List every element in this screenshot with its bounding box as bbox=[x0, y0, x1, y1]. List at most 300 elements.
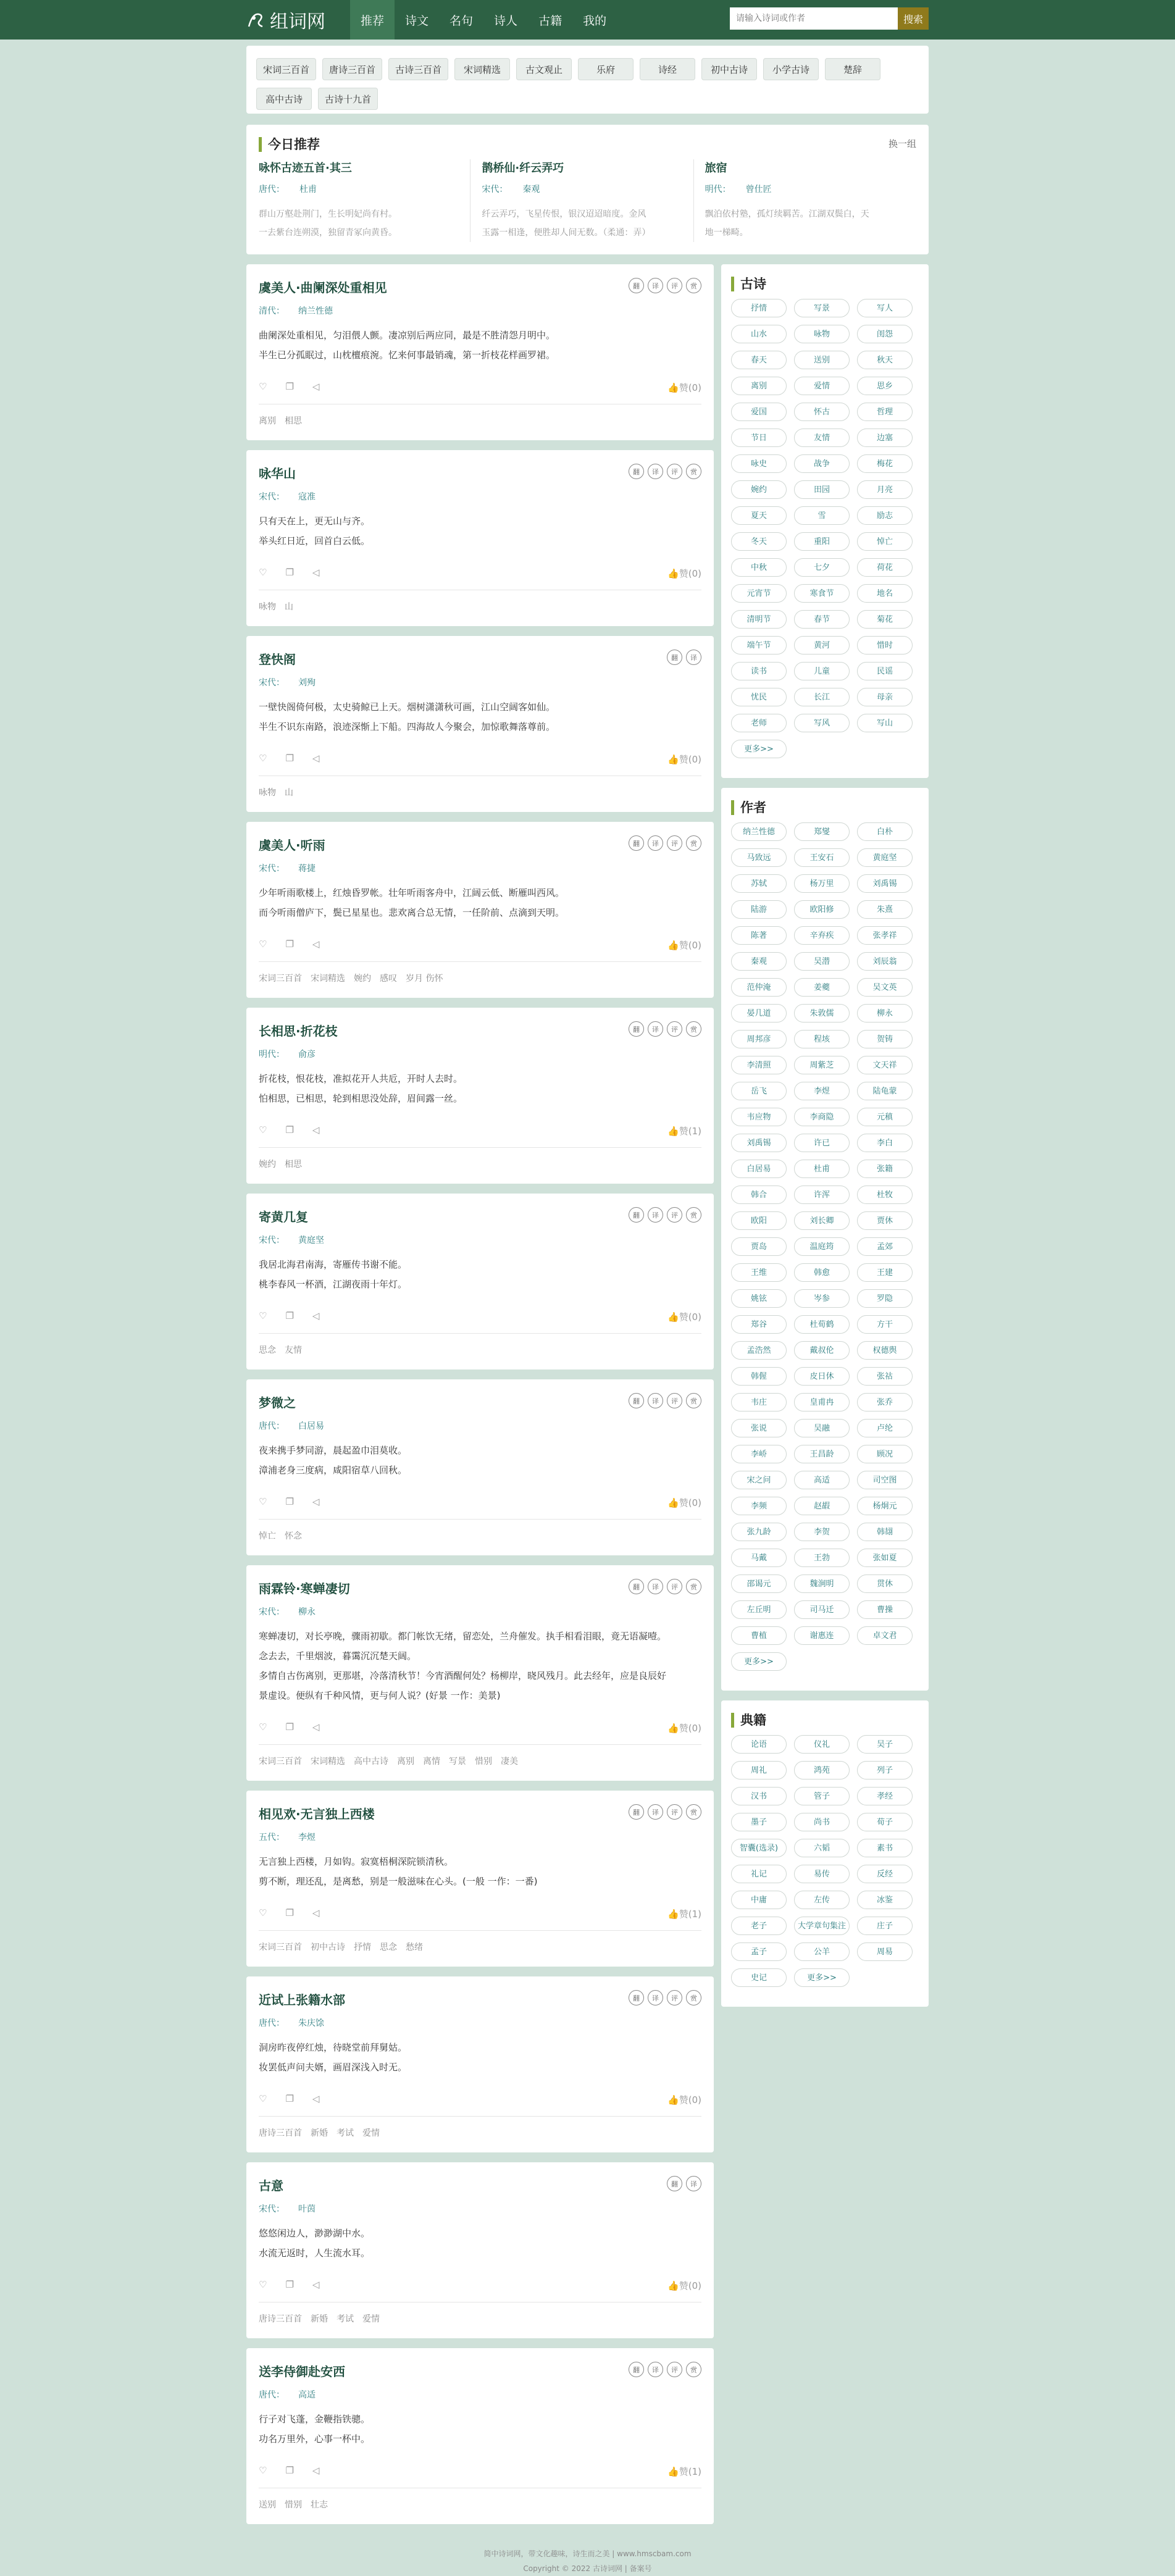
poem-tag[interactable]: 送别 bbox=[259, 2500, 276, 2510]
category-button[interactable]: 乐府 bbox=[578, 58, 633, 80]
poem-title[interactable]: 登快阁 bbox=[259, 652, 296, 667]
side-tag[interactable]: 曹操 bbox=[857, 1600, 913, 1619]
sound-icon[interactable]: ◁ bbox=[312, 753, 320, 764]
poem-author[interactable]: 李煜 bbox=[298, 1833, 316, 1842]
sound-icon[interactable]: ◁ bbox=[312, 2465, 320, 2476]
like-button[interactable] bbox=[667, 753, 701, 766]
translate-icon[interactable]: 翻 bbox=[629, 1990, 644, 2005]
side-tag[interactable]: 卢纶 bbox=[857, 1419, 913, 1437]
translate-icon[interactable]: 翻 bbox=[667, 650, 682, 665]
like-button[interactable] bbox=[667, 567, 701, 580]
category-button[interactable]: 古文观止 bbox=[516, 58, 572, 80]
poem-title[interactable]: 送李侍御赴安西 bbox=[259, 2364, 345, 2379]
like-button[interactable] bbox=[667, 1907, 701, 1920]
side-tag[interactable]: 大学章句集注 bbox=[794, 1917, 850, 1935]
category-button[interactable]: 古诗十九首 bbox=[318, 88, 378, 110]
translate-icon[interactable]: 翻 bbox=[629, 278, 644, 293]
side-tag[interactable]: 荀子 bbox=[857, 1813, 913, 1831]
side-tag[interactable]: 朱敦儒 bbox=[794, 1004, 850, 1022]
side-tag[interactable]: 周邦彦 bbox=[731, 1030, 787, 1048]
poem-author[interactable]: 纳兰性德 bbox=[298, 306, 333, 316]
nav-poets[interactable]: 诗人 bbox=[494, 14, 518, 28]
side-tag[interactable]: 张乔 bbox=[857, 1393, 913, 1411]
annotate-icon[interactable]: 译 bbox=[648, 1207, 663, 1223]
today-item-title[interactable]: 旅宿 bbox=[705, 162, 727, 175]
side-tag[interactable]: 杨万里 bbox=[794, 874, 850, 893]
side-tag[interactable]: 欧阳 bbox=[731, 1211, 787, 1230]
side-tag[interactable]: 贾休 bbox=[857, 1211, 913, 1230]
poem-title[interactable]: 咏华山 bbox=[259, 466, 296, 481]
poem-author[interactable]: 黄庭坚 bbox=[298, 1236, 324, 1245]
poem-author[interactable]: 俞彦 bbox=[298, 1050, 316, 1060]
side-tag[interactable]: 写山 bbox=[857, 714, 913, 732]
side-tag[interactable]: 更多>> bbox=[794, 1968, 850, 1987]
copy-icon[interactable]: ❐ bbox=[285, 939, 294, 950]
side-tag[interactable]: 中秋 bbox=[731, 558, 787, 577]
side-tag[interactable]: 重阳 bbox=[794, 532, 850, 551]
side-tag[interactable]: 中庸 bbox=[731, 1891, 787, 1909]
side-tag[interactable]: 戴叔伦 bbox=[794, 1341, 850, 1360]
side-tag[interactable]: 友情 bbox=[794, 429, 850, 447]
poem-tag[interactable]: 宋词三百首 bbox=[259, 1757, 302, 1767]
side-tag[interactable]: 咏史 bbox=[731, 454, 787, 473]
side-tag[interactable]: 李白 bbox=[857, 1134, 913, 1152]
annotate-icon[interactable]: 译 bbox=[648, 1579, 663, 1594]
side-tag[interactable]: 寒食节 bbox=[794, 584, 850, 603]
comment-icon[interactable]: 评 bbox=[667, 278, 682, 293]
copy-icon[interactable]: ❐ bbox=[285, 2465, 294, 2476]
poem-title[interactable]: 雨霖铃·寒蝉凄切 bbox=[259, 1581, 350, 1596]
side-tag[interactable]: 孝经 bbox=[857, 1787, 913, 1805]
search-button[interactable]: 搜索 bbox=[898, 7, 929, 30]
side-tag[interactable]: 杜荀鹤 bbox=[794, 1315, 850, 1334]
copy-icon[interactable]: ❐ bbox=[285, 1124, 294, 1135]
side-tag[interactable]: 春节 bbox=[794, 610, 850, 629]
poem-tag[interactable]: 考试 bbox=[337, 2128, 354, 2138]
comment-icon[interactable]: 评 bbox=[667, 1207, 682, 1223]
side-tag[interactable]: 冰鉴 bbox=[857, 1891, 913, 1909]
side-tag[interactable]: 黄河 bbox=[794, 636, 850, 654]
appreciate-icon[interactable]: 赏 bbox=[686, 1393, 701, 1408]
side-tag[interactable]: 朱熹 bbox=[857, 900, 913, 919]
poem-tag[interactable]: 宋词精选 bbox=[311, 1757, 345, 1767]
heart-icon[interactable]: ♡ bbox=[259, 2093, 267, 2104]
category-button[interactable]: 高中古诗 bbox=[256, 88, 312, 110]
poem-tag[interactable]: 友情 bbox=[285, 1345, 302, 1355]
side-tag[interactable]: 秦观 bbox=[731, 952, 787, 971]
side-tag[interactable]: 谢惠连 bbox=[794, 1626, 850, 1645]
nav-quotes[interactable]: 名句 bbox=[450, 14, 474, 28]
translate-icon[interactable]: 翻 bbox=[629, 1579, 644, 1594]
annotate-icon[interactable]: 译 bbox=[648, 835, 663, 851]
side-tag[interactable]: 李频 bbox=[731, 1497, 787, 1515]
heart-icon[interactable]: ♡ bbox=[259, 1907, 267, 1918]
sound-icon[interactable]: ◁ bbox=[312, 381, 320, 392]
side-tag[interactable]: 辛弃疾 bbox=[794, 926, 850, 945]
side-tag[interactable]: 许浑 bbox=[794, 1186, 850, 1204]
side-tag[interactable]: 韩愈 bbox=[794, 1263, 850, 1282]
poem-tag[interactable]: 考试 bbox=[337, 2314, 354, 2324]
side-tag[interactable]: 姚铉 bbox=[731, 1289, 787, 1308]
side-tag[interactable]: 李峤 bbox=[731, 1445, 787, 1463]
comment-icon[interactable]: 评 bbox=[667, 1579, 682, 1594]
poem-author[interactable]: 刘殉 bbox=[298, 678, 316, 688]
poem-tag[interactable]: 唐诗三百首 bbox=[259, 2128, 302, 2138]
side-tag[interactable]: 王安石 bbox=[794, 848, 850, 867]
poem-tag[interactable]: 思念 bbox=[380, 1942, 397, 1952]
poem-author[interactable]: 蒋捷 bbox=[298, 864, 316, 874]
side-tag[interactable]: 山水 bbox=[731, 325, 787, 343]
side-tag[interactable]: 吴融 bbox=[794, 1419, 850, 1437]
side-tag[interactable]: 赵嘏 bbox=[794, 1497, 850, 1515]
side-tag[interactable]: 李贺 bbox=[794, 1523, 850, 1541]
poem-tag[interactable]: 相思 bbox=[285, 1160, 302, 1169]
poem-tag[interactable]: 怀念 bbox=[285, 1531, 302, 1541]
side-tag[interactable]: 梅花 bbox=[857, 454, 913, 473]
side-tag[interactable]: 雪 bbox=[794, 506, 850, 525]
poem-tag[interactable]: 思念 bbox=[259, 1345, 276, 1355]
side-tag[interactable]: 韩翃 bbox=[857, 1523, 913, 1541]
side-tag[interactable]: 母亲 bbox=[857, 688, 913, 706]
side-tag[interactable]: 智囊(选录) bbox=[731, 1839, 787, 1857]
translate-icon[interactable]: 翻 bbox=[629, 464, 644, 479]
side-tag[interactable]: 张如夏 bbox=[857, 1549, 913, 1567]
poem-tag[interactable]: 惜别 bbox=[475, 1757, 492, 1767]
side-tag[interactable]: 史记 bbox=[731, 1968, 787, 1987]
side-tag[interactable]: 夏天 bbox=[731, 506, 787, 525]
poem-title[interactable]: 近试上张籍水部 bbox=[259, 1993, 345, 2007]
side-tag[interactable]: 孟浩然 bbox=[731, 1341, 787, 1360]
poem-tag[interactable]: 离别 bbox=[397, 1757, 414, 1767]
side-tag[interactable]: 张祜 bbox=[857, 1367, 913, 1386]
side-tag[interactable]: 李商隐 bbox=[794, 1108, 850, 1126]
poem-title[interactable]: 相见欢·无言独上西楼 bbox=[259, 1807, 375, 1821]
like-button[interactable] bbox=[667, 1721, 701, 1734]
poem-author[interactable]: 柳永 bbox=[298, 1607, 316, 1617]
comment-icon[interactable]: 评 bbox=[667, 1021, 682, 1037]
appreciate-icon[interactable]: 赏 bbox=[686, 464, 701, 479]
poem-tag[interactable]: 山 bbox=[285, 602, 293, 612]
translate-icon[interactable]: 翻 bbox=[629, 1021, 644, 1037]
side-tag[interactable]: 老子 bbox=[731, 1917, 787, 1935]
side-tag[interactable]: 荷花 bbox=[857, 558, 913, 577]
heart-icon[interactable]: ♡ bbox=[259, 1124, 267, 1135]
side-tag[interactable]: 司空图 bbox=[857, 1471, 913, 1489]
heart-icon[interactable]: ♡ bbox=[259, 753, 267, 764]
search-input[interactable] bbox=[730, 7, 898, 30]
side-tag[interactable]: 元稹 bbox=[857, 1108, 913, 1126]
category-button[interactable]: 小学古诗 bbox=[763, 58, 819, 80]
side-tag[interactable]: 抒情 bbox=[731, 299, 787, 317]
side-tag[interactable]: 左传 bbox=[794, 1891, 850, 1909]
heart-icon[interactable]: ♡ bbox=[259, 1496, 267, 1507]
poem-title[interactable]: 虞美人·曲阑深处重相见 bbox=[259, 280, 387, 295]
side-tag[interactable]: 周紫芝 bbox=[794, 1056, 850, 1074]
side-tag[interactable]: 李清照 bbox=[731, 1056, 787, 1074]
side-tag[interactable]: 六韬 bbox=[794, 1839, 850, 1857]
poem-tag[interactable]: 婉约 bbox=[354, 974, 371, 984]
heart-icon[interactable]: ♡ bbox=[259, 1721, 267, 1733]
side-tag[interactable]: 韩偓 bbox=[731, 1367, 787, 1386]
today-item-author[interactable]: 曾仕匠 bbox=[745, 185, 772, 194]
side-tag[interactable]: 白朴 bbox=[857, 822, 913, 841]
side-tag[interactable]: 权德舆 bbox=[857, 1341, 913, 1360]
side-tag[interactable]: 忧民 bbox=[731, 688, 787, 706]
side-tag[interactable]: 庄子 bbox=[857, 1917, 913, 1935]
side-tag[interactable]: 宋之问 bbox=[731, 1471, 787, 1489]
side-tag[interactable]: 吴子 bbox=[857, 1735, 913, 1754]
side-tag[interactable]: 公羊 bbox=[794, 1942, 850, 1961]
side-tag[interactable]: 皇甫冉 bbox=[794, 1393, 850, 1411]
poem-tag[interactable]: 感叹 bbox=[380, 974, 397, 984]
sound-icon[interactable]: ◁ bbox=[312, 939, 320, 950]
side-tag[interactable]: 素书 bbox=[857, 1839, 913, 1857]
side-tag[interactable]: 许已 bbox=[794, 1134, 850, 1152]
poem-title[interactable]: 虞美人·听雨 bbox=[259, 838, 325, 853]
side-tag[interactable]: 纳兰性德 bbox=[731, 822, 787, 841]
side-tag[interactable]: 离别 bbox=[731, 377, 787, 395]
copy-icon[interactable]: ❐ bbox=[285, 1496, 294, 1507]
poem-tag[interactable]: 愁绪 bbox=[406, 1942, 423, 1952]
annotate-icon[interactable]: 译 bbox=[686, 650, 701, 665]
category-button[interactable]: 古诗三百首 bbox=[388, 58, 448, 80]
annotate-icon[interactable]: 译 bbox=[648, 1990, 663, 2005]
sound-icon[interactable]: ◁ bbox=[312, 2093, 320, 2104]
translate-icon[interactable]: 翻 bbox=[629, 835, 644, 851]
like-button[interactable] bbox=[667, 2093, 701, 2106]
poem-tag[interactable]: 爱情 bbox=[362, 2314, 380, 2324]
side-tag[interactable]: 清明节 bbox=[731, 610, 787, 629]
side-tag[interactable]: 曹植 bbox=[731, 1626, 787, 1645]
side-tag[interactable]: 刘禹锡 bbox=[731, 1134, 787, 1152]
side-tag[interactable]: 黄庭坚 bbox=[857, 848, 913, 867]
side-tag[interactable]: 民谣 bbox=[857, 662, 913, 680]
poem-title[interactable]: 梦微之 bbox=[259, 1395, 296, 1410]
appreciate-icon[interactable]: 赏 bbox=[686, 1579, 701, 1594]
side-tag[interactable]: 月亮 bbox=[857, 480, 913, 499]
like-button[interactable] bbox=[667, 1124, 701, 1137]
side-tag[interactable]: 柳永 bbox=[857, 1004, 913, 1022]
appreciate-icon[interactable]: 赏 bbox=[686, 2362, 701, 2377]
like-button[interactable] bbox=[667, 1310, 701, 1323]
heart-icon[interactable]: ♡ bbox=[259, 1310, 267, 1321]
side-tag[interactable]: 陆龟蒙 bbox=[857, 1082, 913, 1100]
heart-icon[interactable]: ♡ bbox=[259, 2465, 267, 2476]
side-tag[interactable]: 礼记 bbox=[731, 1865, 787, 1883]
side-tag[interactable]: 欧阳修 bbox=[794, 900, 850, 919]
poem-author[interactable]: 高适 bbox=[298, 2390, 316, 2400]
side-tag[interactable]: 周礼 bbox=[731, 1761, 787, 1779]
copy-icon[interactable]: ❐ bbox=[285, 1721, 294, 1733]
side-tag[interactable]: 魏涧明 bbox=[794, 1574, 850, 1593]
poem-tag[interactable]: 高中古诗 bbox=[354, 1757, 388, 1767]
category-button[interactable]: 唐诗三百首 bbox=[322, 58, 382, 80]
side-tag[interactable]: 陈著 bbox=[731, 926, 787, 945]
side-tag[interactable]: 儿童 bbox=[794, 662, 850, 680]
side-tag[interactable]: 马致远 bbox=[731, 848, 787, 867]
side-tag[interactable]: 孟子 bbox=[731, 1942, 787, 1961]
poem-tag[interactable]: 新婚 bbox=[311, 2128, 328, 2138]
side-tag[interactable]: 长江 bbox=[794, 688, 850, 706]
side-tag[interactable]: 地名 bbox=[857, 584, 913, 603]
appreciate-icon[interactable]: 赏 bbox=[686, 1021, 701, 1037]
poem-tag[interactable]: 唐诗三百首 bbox=[259, 2314, 302, 2324]
side-tag[interactable]: 晏几道 bbox=[731, 1004, 787, 1022]
poem-author[interactable]: 叶茵 bbox=[298, 2204, 316, 2214]
poem-tag[interactable]: 悼亡 bbox=[259, 1531, 276, 1541]
side-tag[interactable]: 刘长卿 bbox=[794, 1211, 850, 1230]
side-tag[interactable]: 怀古 bbox=[794, 403, 850, 421]
side-tag[interactable]: 咏物 bbox=[794, 325, 850, 343]
poem-author[interactable]: 朱庆馀 bbox=[298, 2018, 324, 2028]
copy-icon[interactable]: ❐ bbox=[285, 381, 294, 392]
appreciate-icon[interactable]: 赏 bbox=[686, 1990, 701, 2005]
side-tag[interactable]: 管子 bbox=[794, 1787, 850, 1805]
poem-author[interactable]: 白居易 bbox=[298, 1421, 324, 1431]
side-tag[interactable]: 爱国 bbox=[731, 403, 787, 421]
side-tag[interactable]: 思乡 bbox=[857, 377, 913, 395]
today-item-author[interactable]: 秦观 bbox=[522, 185, 540, 194]
today-item-title[interactable]: 鹊桥仙·纤云弄巧 bbox=[482, 162, 564, 175]
poem-tag[interactable]: 山 bbox=[285, 788, 293, 798]
poem-tag[interactable]: 咏物 bbox=[259, 602, 276, 612]
side-tag[interactable]: 墨子 bbox=[731, 1813, 787, 1831]
side-tag[interactable]: 白居易 bbox=[731, 1160, 787, 1178]
side-tag[interactable]: 闺怨 bbox=[857, 325, 913, 343]
comment-icon[interactable]: 评 bbox=[667, 1990, 682, 2005]
side-tag[interactable]: 杜牧 bbox=[857, 1186, 913, 1204]
side-tag[interactable]: 写人 bbox=[857, 299, 913, 317]
heart-icon[interactable]: ♡ bbox=[259, 2279, 267, 2290]
annotate-icon[interactable]: 译 bbox=[648, 2362, 663, 2377]
side-tag[interactable]: 写景 bbox=[794, 299, 850, 317]
appreciate-icon[interactable]: 赏 bbox=[686, 835, 701, 851]
side-tag[interactable]: 孟郊 bbox=[857, 1237, 913, 1256]
side-tag[interactable]: 反经 bbox=[857, 1865, 913, 1883]
translate-icon[interactable]: 翻 bbox=[629, 1393, 644, 1408]
side-tag[interactable]: 菊花 bbox=[857, 610, 913, 629]
side-tag[interactable]: 悼亡 bbox=[857, 532, 913, 551]
appreciate-icon[interactable]: 赏 bbox=[686, 1207, 701, 1223]
side-tag[interactable]: 田园 bbox=[794, 480, 850, 499]
poem-title[interactable]: 寄黄几复 bbox=[259, 1210, 308, 1224]
side-tag[interactable]: 皮日休 bbox=[794, 1367, 850, 1386]
annotate-icon[interactable]: 译 bbox=[648, 464, 663, 479]
like-button[interactable] bbox=[667, 2465, 701, 2478]
poem-tag[interactable]: 惜别 bbox=[285, 2500, 302, 2510]
side-tag[interactable]: 李煜 bbox=[794, 1082, 850, 1100]
nav-mine[interactable]: 我的 bbox=[583, 14, 607, 28]
side-tag[interactable]: 王勃 bbox=[794, 1549, 850, 1567]
nav-recommend[interactable]: 推荐 bbox=[350, 0, 395, 40]
side-tag[interactable]: 王建 bbox=[857, 1263, 913, 1282]
annotate-icon[interactable]: 译 bbox=[648, 1021, 663, 1037]
side-tag[interactable]: 王维 bbox=[731, 1263, 787, 1282]
side-tag[interactable]: 岑参 bbox=[794, 1289, 850, 1308]
side-tag[interactable]: 战争 bbox=[794, 454, 850, 473]
side-tag[interactable]: 韩合 bbox=[731, 1186, 787, 1204]
side-tag[interactable]: 论语 bbox=[731, 1735, 787, 1754]
side-tag[interactable]: 刘辰翁 bbox=[857, 952, 913, 971]
like-button[interactable] bbox=[667, 381, 701, 394]
side-tag[interactable]: 刘禹锡 bbox=[857, 874, 913, 893]
poem-tag[interactable]: 宋词精选 bbox=[311, 974, 345, 984]
poem-tag[interactable]: 相思 bbox=[285, 416, 302, 426]
translate-icon[interactable]: 翻 bbox=[629, 2362, 644, 2377]
side-tag[interactable]: 马戴 bbox=[731, 1549, 787, 1567]
translate-icon[interactable]: 翻 bbox=[667, 2176, 682, 2191]
copy-icon[interactable]: ❐ bbox=[285, 1310, 294, 1321]
side-tag[interactable]: 程垓 bbox=[794, 1030, 850, 1048]
annotate-icon[interactable]: 译 bbox=[648, 1393, 663, 1408]
side-tag[interactable]: 杜甫 bbox=[794, 1160, 850, 1178]
side-tag[interactable]: 爱情 bbox=[794, 377, 850, 395]
side-tag[interactable]: 仪礼 bbox=[794, 1735, 850, 1754]
poem-tag[interactable]: 新婚 bbox=[311, 2314, 328, 2324]
side-tag[interactable]: 韦庄 bbox=[731, 1393, 787, 1411]
side-tag[interactable]: 尚书 bbox=[794, 1813, 850, 1831]
side-tag[interactable]: 陆游 bbox=[731, 900, 787, 919]
side-tag[interactable]: 姜夔 bbox=[794, 978, 850, 997]
side-tag[interactable]: 婉约 bbox=[731, 480, 787, 499]
comment-icon[interactable]: 评 bbox=[667, 1804, 682, 1820]
annotate-icon[interactable]: 译 bbox=[648, 278, 663, 293]
poem-tag[interactable]: 壮志 bbox=[311, 2500, 328, 2510]
today-item-title[interactable]: 咏怀古迹五首·其三 bbox=[259, 162, 352, 175]
side-tag[interactable]: 周易 bbox=[857, 1942, 913, 1961]
more-link[interactable]: 更多>> bbox=[731, 740, 787, 758]
heart-icon[interactable]: ♡ bbox=[259, 567, 267, 578]
side-tag[interactable]: 张说 bbox=[731, 1419, 787, 1437]
side-tag[interactable]: 杨炯元 bbox=[857, 1497, 913, 1515]
copy-icon[interactable]: ❐ bbox=[285, 753, 294, 764]
translate-icon[interactable]: 翻 bbox=[629, 1804, 644, 1820]
sound-icon[interactable]: ◁ bbox=[312, 2279, 320, 2290]
category-button[interactable]: 楚辞 bbox=[825, 58, 880, 80]
side-tag[interactable]: 张籍 bbox=[857, 1160, 913, 1178]
category-button[interactable]: 宋词三百首 bbox=[256, 58, 316, 80]
copy-icon[interactable]: ❐ bbox=[285, 2093, 294, 2104]
sound-icon[interactable]: ◁ bbox=[312, 567, 320, 578]
like-button[interactable] bbox=[667, 1496, 701, 1509]
side-tag[interactable]: 方干 bbox=[857, 1315, 913, 1334]
side-tag[interactable]: 卓文君 bbox=[857, 1626, 913, 1645]
today-item-author[interactable]: 杜甫 bbox=[299, 185, 317, 194]
side-tag[interactable]: 高适 bbox=[794, 1471, 850, 1489]
side-tag[interactable]: 张孝祥 bbox=[857, 926, 913, 945]
sound-icon[interactable]: ◁ bbox=[312, 1496, 320, 1507]
poem-tag[interactable]: 咏物 bbox=[259, 788, 276, 798]
nav-poems[interactable]: 诗文 bbox=[405, 14, 429, 28]
sound-icon[interactable]: ◁ bbox=[312, 1310, 320, 1321]
side-tag[interactable]: 易传 bbox=[794, 1865, 850, 1883]
side-tag[interactable]: 左丘明 bbox=[731, 1600, 787, 1619]
side-tag[interactable]: 张九龄 bbox=[731, 1523, 787, 1541]
side-tag[interactable]: 郑谷 bbox=[731, 1315, 787, 1334]
comment-icon[interactable]: 评 bbox=[667, 835, 682, 851]
annotate-icon[interactable]: 译 bbox=[686, 2176, 701, 2191]
sound-icon[interactable]: ◁ bbox=[312, 1124, 320, 1135]
appreciate-icon[interactable]: 赏 bbox=[686, 1804, 701, 1820]
side-tag[interactable]: 冬天 bbox=[731, 532, 787, 551]
logo[interactable] bbox=[246, 6, 325, 33]
side-tag[interactable]: 吴文英 bbox=[857, 978, 913, 997]
side-tag[interactable]: 顾况 bbox=[857, 1445, 913, 1463]
poem-tag[interactable]: 离情 bbox=[423, 1757, 440, 1767]
copy-icon[interactable]: ❐ bbox=[285, 567, 294, 578]
side-tag[interactable]: 温庭筠 bbox=[794, 1237, 850, 1256]
side-tag[interactable]: 苏轼 bbox=[731, 874, 787, 893]
